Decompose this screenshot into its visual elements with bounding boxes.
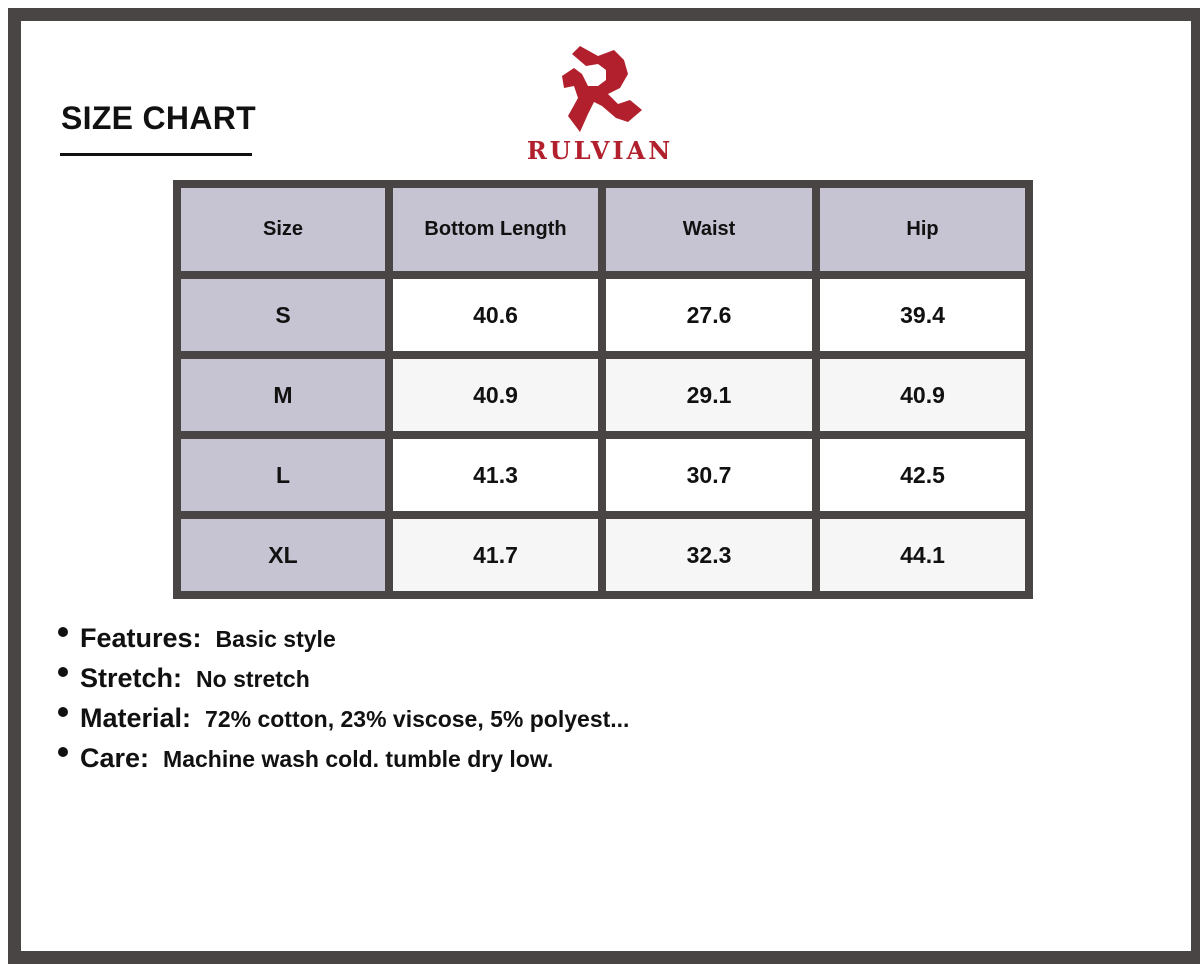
table-row xyxy=(181,359,1025,431)
bullet-icon xyxy=(58,747,68,757)
waist-cell: 32.3 xyxy=(606,519,812,591)
bullet-icon xyxy=(58,707,68,717)
list-item xyxy=(58,703,629,743)
rulvian-r-logo-icon xyxy=(558,42,646,134)
size-cell: S xyxy=(181,279,385,351)
bullet-icon xyxy=(58,667,68,677)
stretch-label: Stretch: xyxy=(80,663,183,693)
material-label: Material: xyxy=(80,703,192,733)
list-item xyxy=(58,663,629,703)
size-chart-table xyxy=(173,180,1033,599)
product-features-list xyxy=(58,623,629,783)
page-title: SIZE CHART xyxy=(61,100,256,136)
column-header-size: Size xyxy=(181,188,385,271)
hip-cell: 39.4 xyxy=(820,279,1025,351)
bottom-length-cell: 40.9 xyxy=(393,359,598,431)
table-row xyxy=(181,279,1025,351)
table-row xyxy=(181,439,1025,511)
hip-cell: 42.5 xyxy=(820,439,1025,511)
table-row xyxy=(181,519,1025,591)
column-header-bottom-length: Bottom Length xyxy=(393,188,598,271)
waist-cell: 29.1 xyxy=(606,359,812,431)
list-item xyxy=(58,623,629,663)
feature-label: Features: xyxy=(80,623,202,653)
brand-name: RULVIAN xyxy=(526,136,674,165)
bullet-icon xyxy=(58,627,68,637)
list-item xyxy=(58,743,629,783)
title-underline xyxy=(60,153,252,156)
waist-cell: 30.7 xyxy=(606,439,812,511)
size-cell: XL xyxy=(181,519,385,591)
waist-cell: 27.6 xyxy=(606,279,812,351)
table-header-row xyxy=(181,188,1025,271)
care-label: Care: xyxy=(80,743,150,773)
care-value: Machine wash cold. tumble dry low. xyxy=(163,746,554,772)
bottom-length-cell: 41.3 xyxy=(393,439,598,511)
bottom-length-cell: 40.6 xyxy=(393,279,598,351)
hip-cell: 44.1 xyxy=(820,519,1025,591)
feature-value: Basic style xyxy=(215,626,336,652)
size-cell: M xyxy=(181,359,385,431)
size-cell: L xyxy=(181,439,385,511)
hip-cell: 40.9 xyxy=(820,359,1025,431)
stretch-value: No stretch xyxy=(196,666,310,692)
column-header-hip: Hip xyxy=(820,188,1025,271)
column-header-waist: Waist xyxy=(606,188,812,271)
material-value: 72% cotton, 23% viscose, 5% polyest... xyxy=(205,706,630,732)
bottom-length-cell: 41.7 xyxy=(393,519,598,591)
